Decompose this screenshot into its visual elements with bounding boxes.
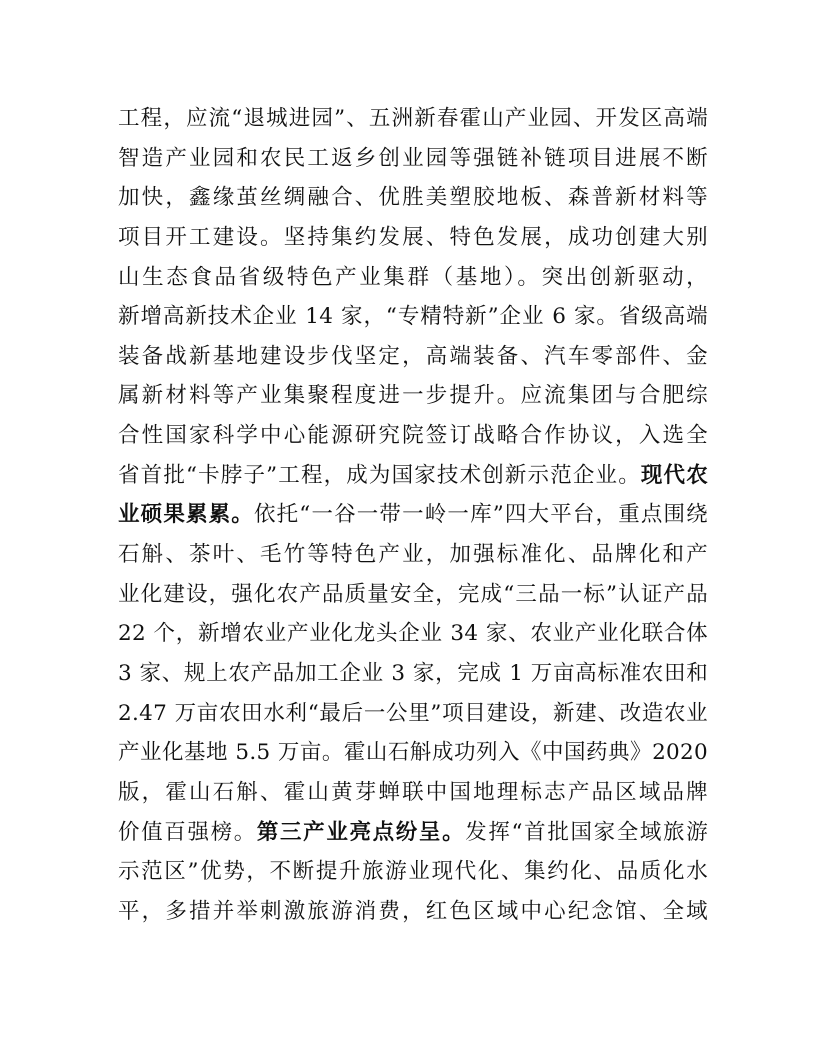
- text-line: [118, 416, 708, 456]
- text-line: [118, 297, 708, 337]
- text-line: [118, 575, 708, 615]
- body-text-run: 加快，鑫缘茧丝绸融合、优胜美塑胶地板、森普新材料等: [118, 185, 708, 211]
- body-text-run: 依托“一谷一带一岭一库”四大平台，重点围绕: [253, 502, 708, 528]
- body-text-run: 业化建设，强化农产品质量安全，完成“三品一标”认证产品: [118, 581, 708, 607]
- body-text-run: 新增高新技术企业 14 家，“专精特新”企业 6 家。省级高端: [118, 304, 708, 330]
- text-line: [118, 99, 708, 139]
- text-line: [118, 456, 708, 496]
- body-text-run: 价值百强榜。: [118, 819, 257, 845]
- text-line: [118, 337, 708, 377]
- body-text-run: 省首批“卡脖子”工程，成为国家技术创新示范企业。: [118, 462, 641, 488]
- text-line: [118, 694, 708, 734]
- body-text-run: 智造产业园和农民工返乡创业园等强链补链项目进展不断: [118, 145, 708, 171]
- body-text-run: 版，霍山石斛、霍山黄芽蝉联中国地理标志产品区域品牌: [118, 779, 708, 805]
- text-line: [118, 495, 708, 535]
- body-text-run: 属新材料等产业集聚程度进一步提升。应流集团与合肥综: [118, 383, 708, 409]
- text-line: [118, 733, 708, 773]
- text-line: [118, 258, 708, 298]
- text-line: [118, 376, 708, 416]
- text-line: [118, 139, 708, 179]
- body-text-run: 项目开工建设。坚持集约发展、特色发展，成功创建大别: [118, 224, 708, 250]
- body-text-run: 装备战新基地建设步伐坚定，高端装备、汽车零部件、金: [118, 343, 708, 369]
- body-text: [118, 99, 708, 931]
- body-text-run: 工程，应流“退城进园”、五洲新春霍山产业园、开发区高端: [118, 106, 708, 131]
- bold-heading-text: 第三产业亮点纷呈。: [256, 819, 466, 845]
- text-line: [118, 813, 708, 853]
- text-line: [118, 773, 708, 813]
- text-line: [118, 218, 708, 258]
- body-text-run: 22 个，新增农业产业化龙头企业 34 家、农业产业化联合体: [118, 621, 708, 647]
- body-text-run: 3 家、规上农产品加工企业 3 家，完成 1 万亩高标准农田和: [118, 660, 708, 686]
- text-line: [118, 614, 708, 654]
- text-line: [118, 178, 708, 218]
- text-line: [118, 535, 708, 575]
- text-line: [118, 852, 708, 892]
- bold-heading-text: 业硕果累累。: [118, 502, 254, 528]
- body-text-run: 山生态食品省级特色产业集群（基地）。突出创新驱动，: [118, 264, 708, 290]
- body-text-run: 发挥“首批国家全域旅游: [465, 819, 709, 845]
- bold-heading-text: 现代农: [640, 462, 708, 488]
- body-text-run: 示范区”优势，不断提升旅游业现代化、集约化、品质化水: [118, 859, 708, 885]
- body-text-run: 产业化基地 5.5 万亩。霍山石斛成功列入《中国药典》2020: [118, 740, 708, 766]
- body-text-run: 2.47 万亩农田水利“最后一公里”项目建设，新建、改造农业: [118, 700, 708, 726]
- body-text-run: 石斛、茶叶、毛竹等特色产业，加强标准化、品牌化和产: [118, 542, 708, 568]
- body-text-run: 平，多措并举刺激旅游消费，红色区域中心纪念馆、全域: [118, 898, 708, 924]
- body-text-run: 合性国家科学中心能源研究院签订战略合作协议，入选全: [118, 423, 708, 449]
- text-line: [118, 892, 708, 932]
- text-line: [118, 654, 708, 694]
